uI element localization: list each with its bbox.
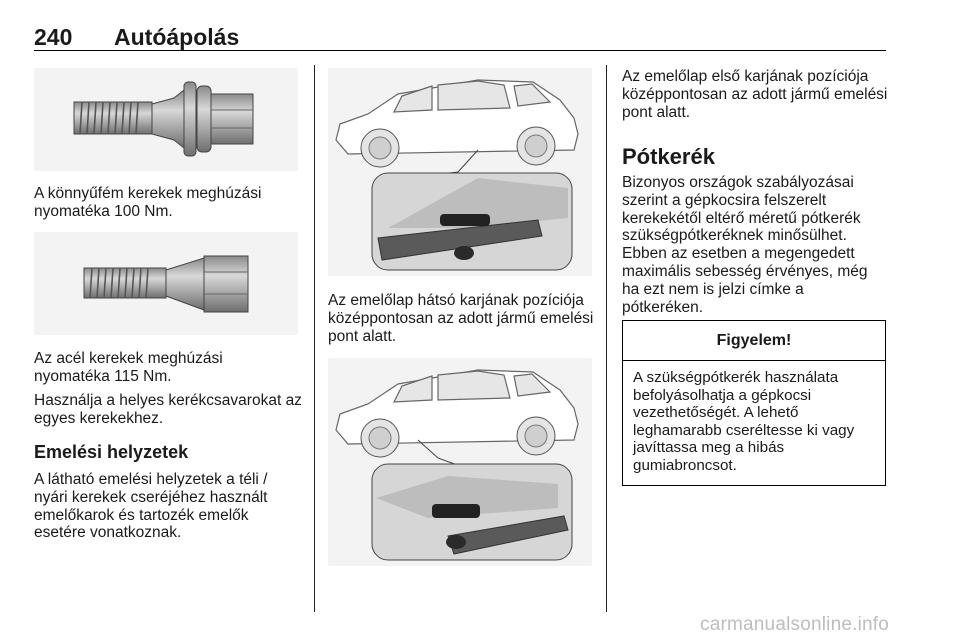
heading-spare-wheel: Pótkerék: [622, 144, 715, 169]
warning-body: A szükségpótkerék használata befolyásolhatja a gépkocsi vezethetőségét. A lehető leghamarabb cseréltesse ki vagy javíttassa meg a hibás gumiabroncsot.: [633, 369, 855, 474]
page-header: [34, 22, 886, 51]
warning-note: [622, 320, 886, 486]
caption-alloy-torque: A könnyűfém kerekek meghúzási nyomatéka 100 Nm.: [34, 185, 262, 220]
column-divider: [606, 65, 607, 612]
para-correct-bolts: Használja a helyes kerékcsavarokat az egyes kerekekhez.: [34, 392, 302, 427]
caption-front-arm-position: Az emelőlap első karjának pozíciója középpontosan az adott jármű emelési pont alatt.: [622, 68, 888, 121]
column-divider: [314, 65, 315, 612]
section-title: Autóápolás: [114, 24, 240, 50]
alloy-bolt-illustration: [34, 68, 298, 171]
caption-rear-arm-position: Az emelőlap hátsó karjának pozíciója középpontosan az adott jármű emelési pont alatt.: [328, 292, 594, 345]
para-spare-wheel: Bizonyos országok szabályozásai szerint a gépkocsira felszerelt kerekekétől eltérő méretű pótkerék szükségpótkeréknek minősülhet. Ebben az esetben a megengedett maximális sebesség érvényes, még ha ezt nem is jelzi címke a pótkeréken.: [622, 174, 868, 316]
caption-steel-torque: Az acél kerekek meghúzási nyomatéka 115 Nm.: [34, 350, 223, 385]
watermark: carmanualsonline.info: [700, 614, 890, 635]
warning-title: Figyelem!: [623, 321, 885, 361]
page-number: 240: [34, 24, 73, 50]
steel-bolt-illustration: [34, 232, 298, 335]
front-lift-point-illustration: [328, 358, 592, 566]
para-lifting-positions: A látható emelési helyzetek a téli / nyári kerekek cseréjéhez használt emelőkarok és tartozék emelők esetére vonatkoznak.: [34, 471, 268, 542]
subheading-lifting-positions: Emelési helyzetek: [34, 442, 189, 462]
rear-lift-point-illustration: [328, 68, 592, 276]
